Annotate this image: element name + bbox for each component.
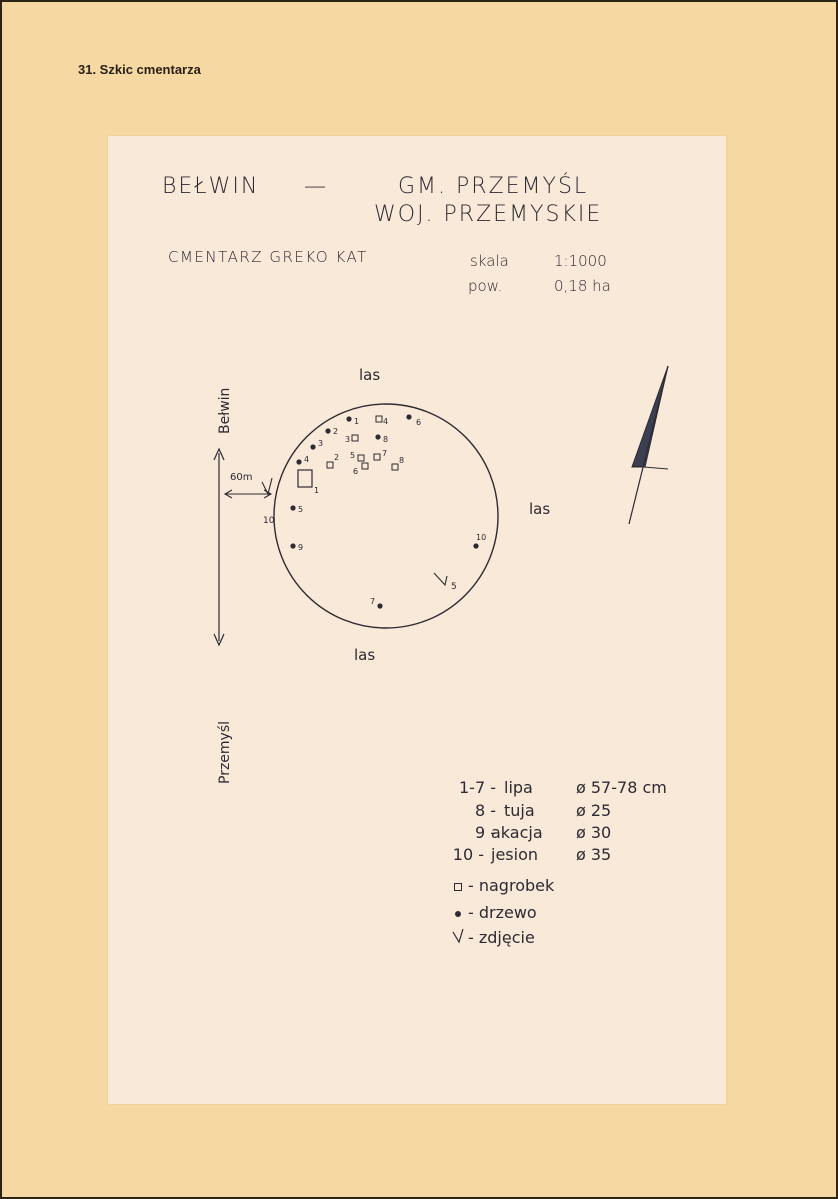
- tree-number: 1: [354, 417, 360, 426]
- grave: [352, 435, 358, 441]
- tree-number: 8: [383, 435, 389, 444]
- grave: [374, 454, 380, 460]
- grave-number: 3: [345, 435, 351, 444]
- distance-arrow: [225, 490, 271, 498]
- tree-number: 4: [304, 455, 310, 464]
- voivodeship-name: WOJ. PRZEMYSKIE: [374, 202, 603, 227]
- grave-symbol-label: - nagrobek: [468, 876, 555, 895]
- north-arrow: [629, 366, 668, 524]
- tree: [310, 444, 315, 449]
- grave-number: 1: [314, 486, 320, 495]
- tree: [377, 603, 382, 608]
- photo-symbol: [451, 928, 467, 944]
- tree-number: 10: [476, 533, 487, 542]
- forest-label-east: las: [529, 500, 551, 518]
- road-label-north: Bełwin: [217, 387, 233, 434]
- tree: [473, 543, 478, 548]
- tree: [290, 505, 295, 510]
- tree-number: 7: [370, 597, 376, 606]
- tree-number: 6: [416, 418, 422, 427]
- grave-number: 7: [382, 449, 388, 458]
- sketch-sheet: [108, 136, 726, 1104]
- scale-label: skala: [470, 252, 509, 270]
- grave-number: 8: [399, 456, 405, 465]
- place-name: BEŁWIN: [162, 174, 260, 199]
- cemetery-map: [108, 356, 726, 916]
- legend-range: 9 -: [474, 823, 496, 842]
- photo-point-road-number: 10: [263, 516, 275, 526]
- legend-diameter: ø 57-78 cm: [576, 778, 667, 797]
- area-value: 0,18 ha: [554, 277, 611, 295]
- road-arrow: [214, 449, 224, 645]
- grave-symbol: [454, 883, 462, 891]
- figure-caption: 31. Szkic cmentarza: [78, 62, 201, 77]
- graves-layer: [298, 416, 404, 495]
- tree-number: 9: [298, 543, 304, 552]
- grave-number: 5: [350, 451, 356, 460]
- trees-layer: [290, 414, 486, 608]
- legend-species: akacja: [491, 823, 543, 842]
- header-dash: —: [304, 174, 328, 199]
- grave: [376, 416, 382, 422]
- legend-range: 8 -: [474, 801, 496, 820]
- tree-number: 5: [298, 505, 304, 514]
- legend-range: 10 -: [452, 845, 484, 864]
- gmina-name: GM. PRZEMYŚL: [398, 174, 589, 199]
- tree: [406, 414, 411, 419]
- cemetery-type: CMENTARZ GREKO KAT: [168, 248, 368, 266]
- tree: [290, 543, 295, 548]
- legend-diameter: ø 35: [576, 845, 612, 864]
- tree-number: 2: [333, 427, 339, 436]
- tree: [375, 434, 380, 439]
- tree: [346, 416, 351, 421]
- legend-diameter: ø 25: [576, 801, 612, 820]
- tree: [325, 428, 330, 433]
- grave: [362, 463, 368, 469]
- photo-symbol-label: - zdjęcie: [468, 928, 535, 947]
- distance-label: 60m: [230, 472, 253, 483]
- grave-number: 2: [334, 453, 340, 462]
- legend-species: lipa: [504, 778, 533, 797]
- area-label: pow.: [468, 277, 503, 295]
- forest-label-north: las: [359, 366, 381, 384]
- scale-value: 1:1000: [554, 252, 607, 270]
- legend-range: 1-7 -: [459, 778, 496, 797]
- tree-number: 3: [318, 439, 324, 448]
- grave: [327, 462, 333, 468]
- tree: [296, 459, 301, 464]
- photo-point-number: 5: [451, 582, 457, 592]
- legend-diameter: ø 30: [576, 823, 612, 842]
- photo-point: [434, 573, 447, 585]
- grave: [392, 464, 398, 470]
- road-label-south: Przemyśl: [217, 720, 233, 784]
- grave-number: 4: [383, 417, 389, 426]
- legend-species: tuja: [504, 801, 535, 820]
- grave: [298, 470, 312, 487]
- photo-point-road: [262, 478, 272, 494]
- legend-species: jesion: [491, 845, 538, 864]
- tree-symbol: [455, 911, 461, 917]
- grave-number: 6: [353, 467, 359, 476]
- forest-label-south: las: [354, 646, 376, 664]
- grave: [358, 455, 364, 461]
- tree-symbol-label: - drzewo: [468, 903, 537, 922]
